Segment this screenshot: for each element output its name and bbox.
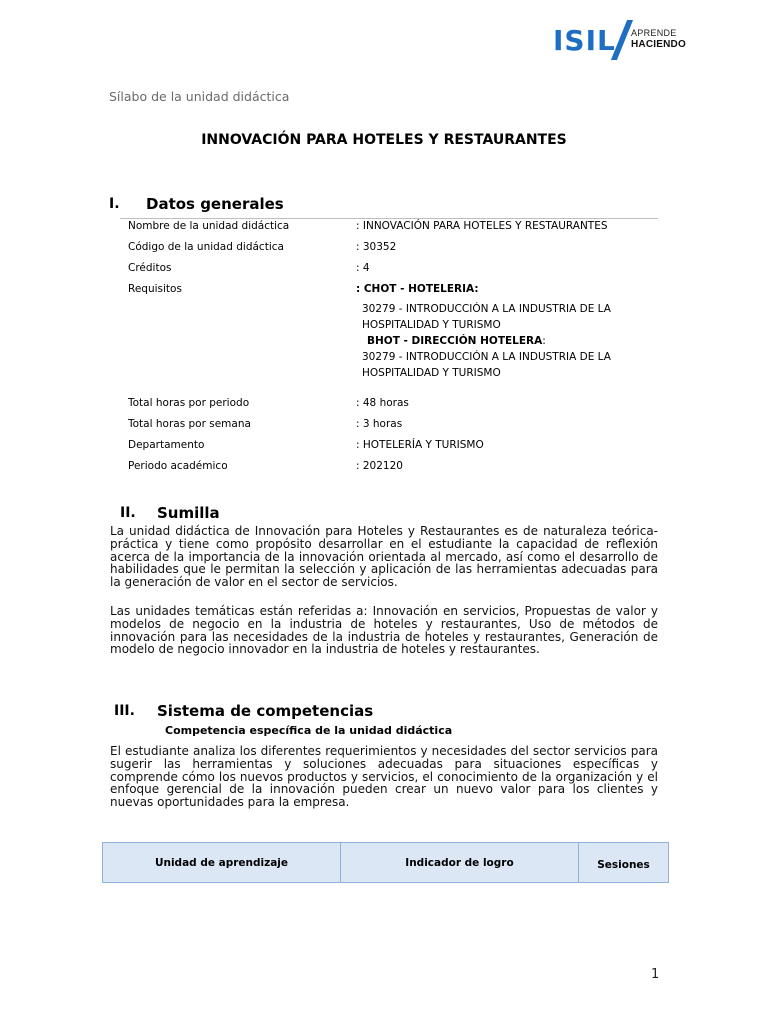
col-header-indicator: Indicador de logro: [341, 843, 579, 882]
row-label-credits: Créditos: [128, 262, 172, 274]
section-3-number: III.: [114, 703, 135, 719]
requisite-line-2: HOSPITALIDAD Y TURISMO: [362, 319, 501, 331]
row-value-credits: : 4: [356, 262, 370, 274]
row-label-name: Nombre de la unidad didáctica: [128, 220, 290, 232]
requisite-line-4: HOSPITALIDAD Y TURISMO: [362, 367, 501, 379]
row-value-name: : INNOVACIÓN PARA HOTELES Y RESTAURANTES: [356, 220, 608, 232]
section-1-heading: Datos generales: [146, 195, 284, 213]
row-value-period: : 202120: [356, 460, 403, 472]
row-value-total-week: : 3 horas: [356, 418, 403, 430]
section-1-rule: [120, 218, 658, 219]
row-label-total-week: Total horas por semana: [128, 418, 251, 430]
sumilla-paragraph-1: La unidad didáctica de Innovación para Hoteles y Restaurantes es de naturaleza teórica-práctica y tiene como propósito desarrollar en el estudiante la capacidad de reflexión acerca de la importancia de la innovación orientada al mercado, así como el desarrollo de habilidades que le permitan la selección y aplicación de las herramientas adecuadas para la generación de valor en el sector de servicios.: [110, 524, 658, 590]
row-value-department: : HOTELERÍA Y TURISMO: [356, 439, 484, 451]
row-label-total-period: Total horas por periodo: [128, 397, 250, 409]
competency-paragraph: El estudiante analiza los diferentes requerimientos y necesidades del sector servicios para sugerir las herramientas y soluciones adecuadas para situaciones específicas y comprende cómo los nuevos productos y servicios, el conocimiento de la organización y el enfoque gerencial de la innovación pueden crear un nuevo valor para los clientes y nuevas oportunidades para la empresa.: [110, 744, 658, 810]
competency-subheading: Competencia específica de la unidad didáctica: [165, 724, 453, 737]
section-1-number: I.: [109, 196, 120, 212]
sumilla-paragraph-2: Las unidades temáticas están referidas a: Innovación en servicios, Propuestas de valor y modelos de negocio en la industria de hoteles y restaurantes, Uso de métodos de innovación para las necesidades de la industria de hoteles y restaurantes, Generación de modelo de negocio innovador en la industria de hoteles y restaurantes.: [110, 604, 658, 657]
requisites-block: [362, 301, 632, 381]
requisite-line-1: 30279 - INTRODUCCIÓN A LA INDUSTRIA DE LA: [362, 303, 611, 315]
row-label-requisites: Requisitos: [128, 283, 182, 295]
requisite-group-2-name: BHOT - DIRECCIÓN HOTELERA: [367, 335, 543, 347]
page-number: 1: [651, 967, 660, 982]
row-value-code: : 30352: [356, 241, 397, 253]
row-label-code: Código de la unidad didáctica: [128, 241, 284, 253]
logo-tagline-top: APRENDE: [631, 28, 677, 38]
section-3-heading: Sistema de competencias: [157, 702, 374, 720]
row-value-total-period: : 48 horas: [356, 397, 409, 409]
row-value-requisites: : CHOT - HOTELERIA:: [356, 283, 479, 295]
col-header-unit: Unidad de aprendizaje: [103, 843, 341, 882]
learning-units-table-header: [102, 842, 669, 883]
row-label-period: Periodo académico: [128, 460, 228, 472]
logo-tagline-bottom: HACIENDO: [631, 39, 686, 50]
document-header: Sílabo de la unidad didáctica: [109, 89, 290, 104]
logo-brand: ISIL: [553, 24, 616, 57]
requisite-line-3: 30279 - INTRODUCCIÓN A LA INDUSTRIA DE LA: [362, 351, 611, 363]
requisite-group-2: [362, 333, 632, 349]
course-title: INNOVACIÓN PARA HOTELES Y RESTAURANTES: [201, 132, 567, 148]
section-2-heading: Sumilla: [157, 504, 220, 522]
section-2-number: II.: [120, 505, 136, 521]
isil-logo: [553, 20, 688, 62]
col-header-sessions: Sesiones: [597, 858, 650, 871]
requisite-group-2-suffix: :: [542, 335, 546, 347]
row-label-department: Departamento: [128, 439, 205, 451]
